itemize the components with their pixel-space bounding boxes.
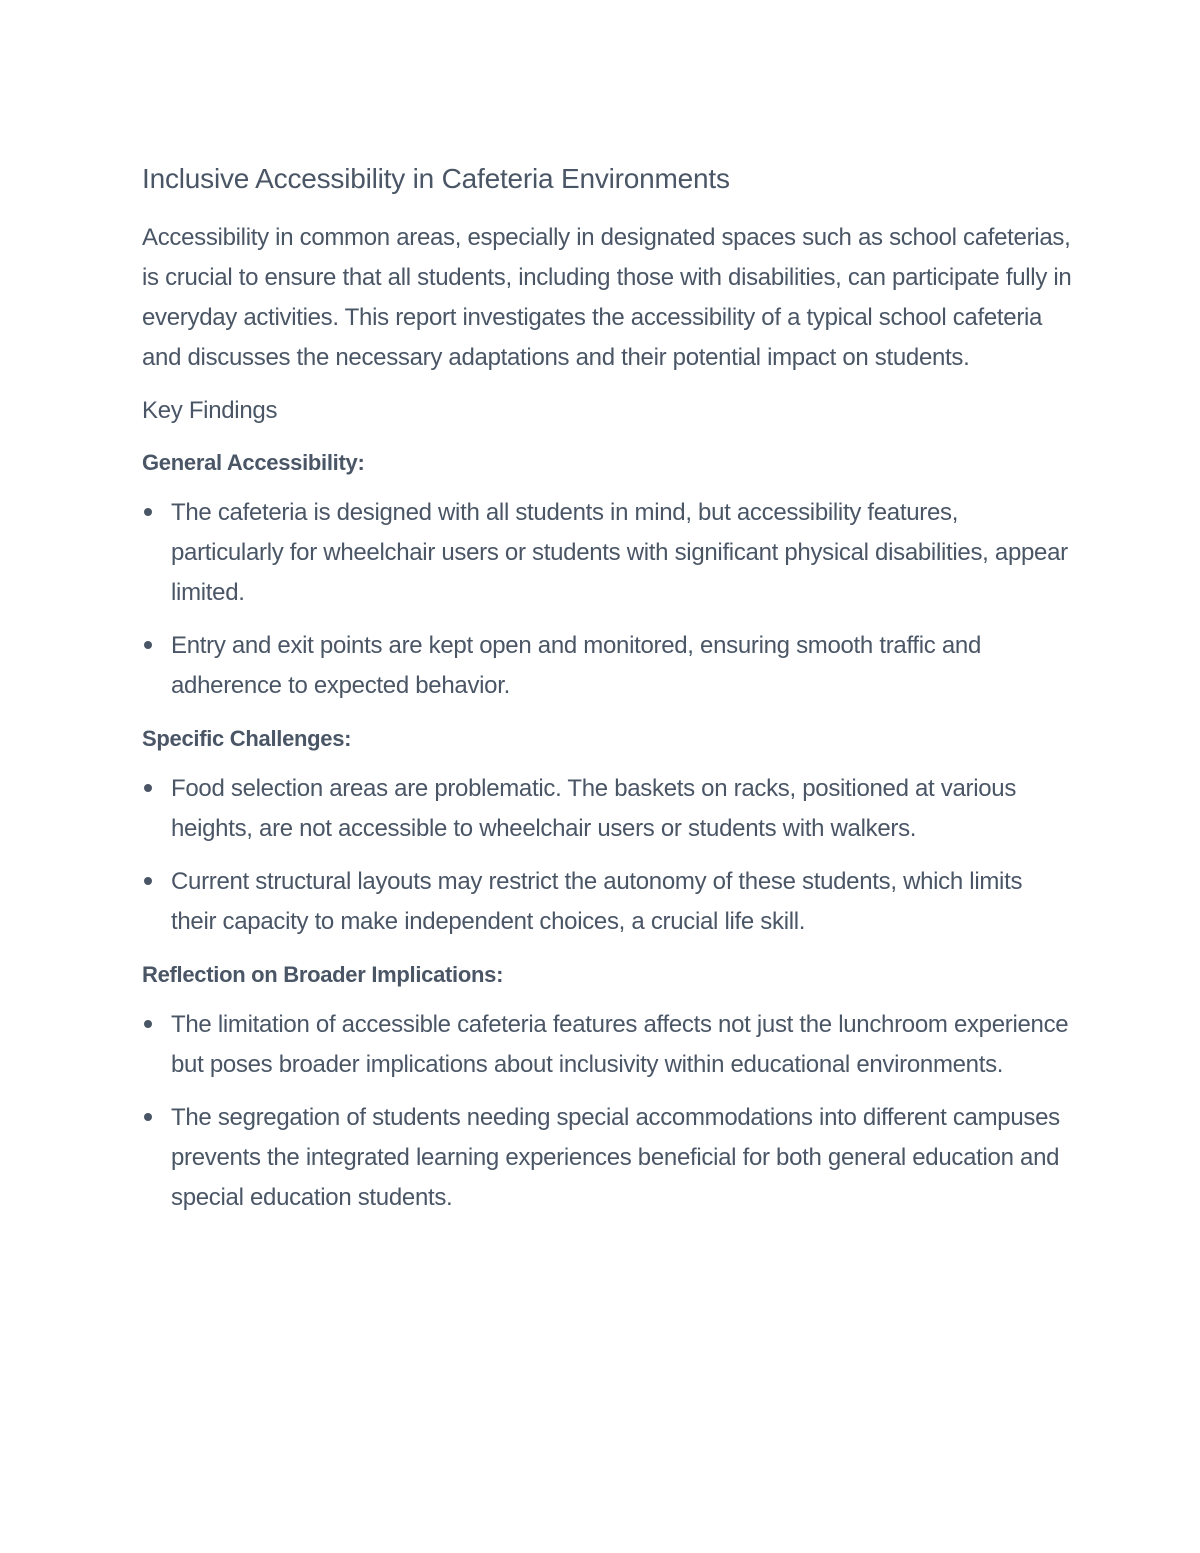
list-item-text: The segregation of students needing special accommodations into different campuses prevents the integrated learning experiences beneficial for both general education and special education students. [171, 1104, 1060, 1211]
list-item-text: The limitation of accessible cafeteria features affects not just the lunchroom experience but poses broader implications about inclusivity within educational environments. [171, 1011, 1069, 1078]
section-heading: General Accessibility: [142, 450, 365, 475]
bullet-icon [144, 641, 152, 649]
page-title: Inclusive Accessibility in Cafeteria Environments [142, 163, 730, 194]
list-item [142, 862, 1072, 942]
bullet-list [142, 493, 1072, 706]
section-heading: Specific Challenges: [142, 726, 352, 751]
key-findings-heading: Key Findings [142, 397, 278, 424]
bullet-list [142, 1005, 1072, 1218]
list-item [142, 626, 1072, 706]
bullet-icon [144, 784, 152, 792]
list-item-text: The cafeteria is designed with all students in mind, but accessibility features, particularly for wheelchair users or students with significant physical disabilities, appear limited. [171, 499, 1068, 606]
list-item [142, 769, 1072, 849]
bullet-list [142, 769, 1072, 942]
bullet-icon [144, 508, 152, 516]
intro-paragraph: Accessibility in common areas, especially in designated spaces such as school cafeterias, is crucial to ensure that all students, including those with disabilities, can participate fully in everyday activities. This report investigates the accessibility of a typical school cafeteria and discusses the necessary adaptations and their potential impact on students. [142, 224, 1072, 371]
list-item-text: Entry and exit points are kept open and monitored, ensuring smooth traffic and adherence to expected behavior. [171, 632, 981, 699]
section-broader-implications [142, 955, 1072, 1218]
document-page [142, 160, 1072, 1231]
list-item-text: Food selection areas are problematic. The baskets on racks, positioned at various heights, are not accessible to wheelchair users or students with walkers. [171, 775, 1017, 842]
section-general-accessibility [142, 443, 1072, 706]
bullet-icon [144, 877, 152, 885]
list-item [142, 1098, 1072, 1218]
bullet-icon [144, 1020, 152, 1028]
section-heading: Reflection on Broader Implications: [142, 962, 504, 987]
list-item-text: Current structural layouts may restrict the autonomy of these students, which limits their capacity to make independent choices, a crucial life skill. [171, 868, 1023, 935]
section-specific-challenges [142, 719, 1072, 942]
list-item [142, 1005, 1072, 1085]
bullet-icon [144, 1113, 152, 1121]
list-item [142, 493, 1072, 613]
